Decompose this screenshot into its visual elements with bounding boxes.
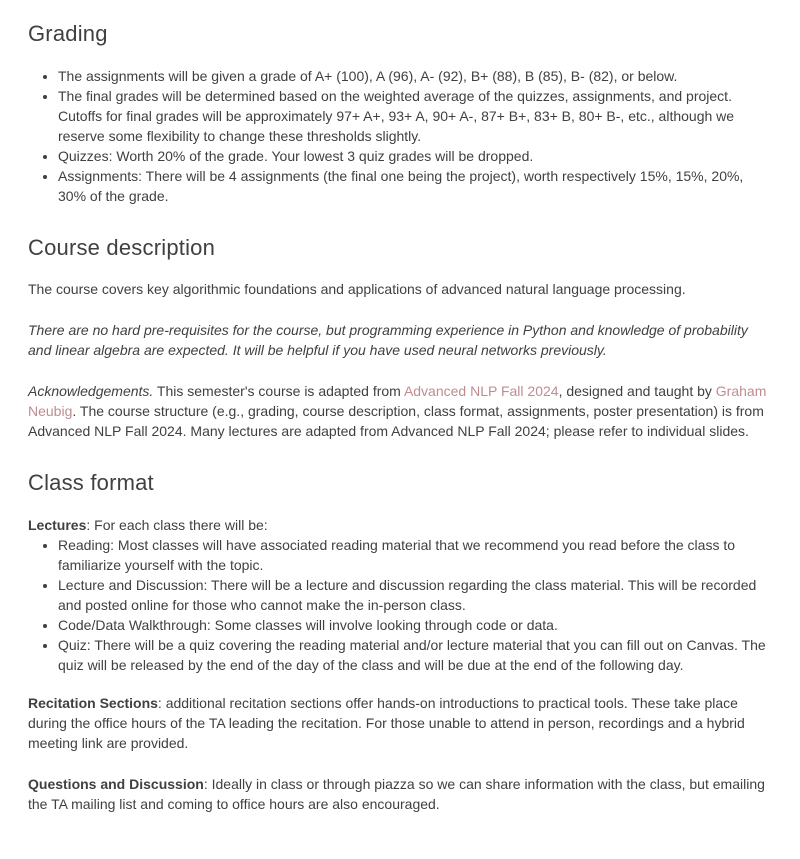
recitation-label: Recitation Sections	[28, 694, 158, 711]
questions-text: : Ideally in class or through piazza so we can share information with the class, but emailing the TA mailing list and coming to office hours are also encouraged.	[28, 775, 765, 812]
syllabus-document	[0, 20, 800, 859]
link-graham-neubig[interactable]: Graham Neubig	[28, 383, 767, 419]
link-advanced-nlp-fall-2024[interactable]: Advanced NLP Fall 2024	[403, 383, 559, 399]
list-item: • Code/Data Walkthrough: Some classes will involve looking through code or data.	[58, 615, 772, 635]
questions-label: Questions and Discussion	[28, 775, 204, 792]
section-class-format	[28, 469, 772, 814]
acknowledgements-text: . The course structure (e.g., grading, course description, class format, assignments, poster presentation) is from Advanced NLP Fall 2024. Many lectures are adapted from Advanced NLP Fall 2024; please refer to individual slides.	[28, 403, 764, 439]
list-item: • Quiz: There will be a quiz covering the reading material and/or lecture material that you can fill out on Canvas. The quiz will be released by the end of the day of the class and will be due at the end of the following day.	[58, 635, 772, 675]
grading-list	[28, 66, 772, 206]
acknowledgements-paragraph	[28, 381, 772, 441]
lectures-paragraph	[28, 515, 772, 535]
list-item: • Assignments: There will be 4 assignments (the final one being the project), worth respectively 15%, 15%, 20%, 30% of the grade.	[58, 166, 772, 206]
list-item: • Quizzes: Worth 20% of the grade. Your lowest 3 quiz grades will be dropped.	[58, 146, 772, 166]
list-item: • The assignments will be given a grade of A+ (100), A (96), A- (92), B+ (88), B (85), B- (82), or below.	[58, 66, 772, 86]
lectures-text: : For each class there will be:	[86, 516, 268, 533]
course-intro-paragraph: The course covers key algorithmic foundations and applications of advanced natural language processing.	[28, 281, 686, 297]
acknowledgements-text: , designed and taught by	[558, 383, 716, 399]
recitation-text: : additional recitation sections offer hands-on introductions to practical tools. These take place during the office hours of the TA leading the recitation. For those unable to attend in person, recordings and a hybrid meeting link are provided.	[28, 694, 745, 751]
lectures-label: Lectures	[28, 516, 87, 533]
acknowledgements-text: This semester's course is adapted from	[153, 383, 404, 399]
class-format-heading: Class format	[28, 470, 154, 495]
acknowledgements-lead: Acknowledgements.	[28, 383, 154, 399]
prerequisites-paragraph: There are no hard pre-requisites for the course, but programming experience in Python and knowledge of probability and linear algebra are expected. It will be helpful if you have used neural networks previously.	[28, 322, 748, 358]
class-format-list	[28, 535, 772, 675]
list-item: • Reading: Most classes will have associated reading material that we recommend you read before the class to familiarize yourself with the topic.	[58, 535, 772, 575]
section-grading	[28, 20, 772, 206]
list-item: • The final grades will be determined based on the weighted average of the quizzes, assignments, and project. Cutoffs for final grades will be approximately 97+ A+, 93+ A, 90+ A-, 87+ B+, 83+ B, 80+ B-, etc., although we reserve some flexibility to change these thresholds slightly.	[58, 86, 772, 146]
course-description-heading: Course description	[28, 234, 216, 260]
recitation-paragraph	[28, 693, 772, 753]
grading-heading: Grading	[28, 21, 108, 46]
questions-paragraph	[28, 774, 772, 814]
list-item: • Lecture and Discussion: There will be a lecture and discussion regarding the class material. This will be recorded and posted online for those who cannot make the in-person class.	[58, 575, 772, 615]
section-course-description	[28, 234, 772, 442]
